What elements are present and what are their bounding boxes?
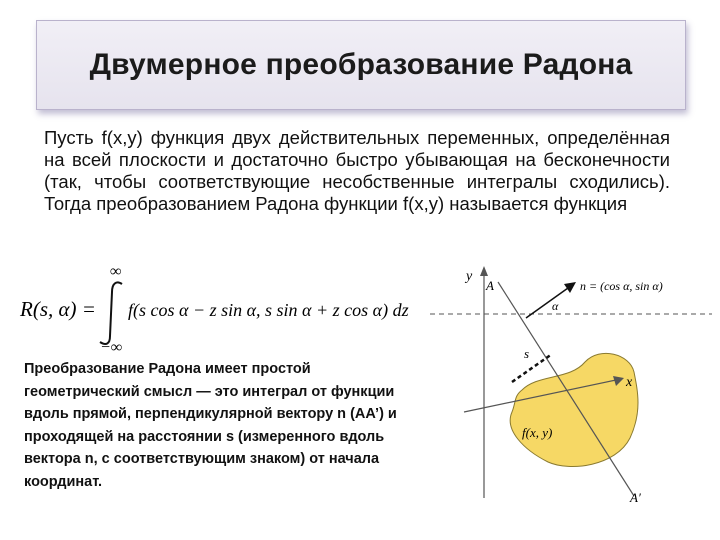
title-box <box>36 20 686 110</box>
point-a-label: A <box>486 278 494 293</box>
formula-upper-limit: ∞ <box>110 263 122 280</box>
radon-formula <box>16 262 416 354</box>
formula-lower-limit: −∞ <box>100 339 123 354</box>
intro-paragraph: Пусть f(x,y) функция двух действительных переменных, определённая на всей плоскости и достаточно быстро убывающая на бесконечности (так, чтобы соответствующие несобственные интегралы сходились). Тогда преобразованием Радона функции f(x,y) называется функция <box>44 127 670 214</box>
page-title: Двумерное преобразование Радона <box>89 48 633 81</box>
integral-sign <box>100 282 122 344</box>
function-region <box>510 353 638 466</box>
normal-vector-label: n = (cos α, sin α) <box>580 279 663 293</box>
x-axis-label: x <box>626 375 633 390</box>
angle-label: α <box>552 299 559 313</box>
normal-vector-arrow <box>564 282 576 293</box>
y-axis-arrow <box>480 266 488 276</box>
region-label: f(x, y) <box>522 425 553 440</box>
point-a-prime-label: A′ <box>630 490 641 505</box>
formula-lhs: R(s, α) = <box>20 297 96 321</box>
radon-diagram <box>420 262 720 512</box>
description-paragraph: Преобразование Радона имеет простой геометрический смысл — это интеграл от функции вдоль прямой, перпендикулярной вектору n (AA’) и проходящей на расстоянии s (измеренного вдоль вектора n, с соответствующим знаком) от начала координат. <box>24 361 397 490</box>
y-axis-label: y <box>466 269 473 284</box>
distance-label: s <box>524 346 530 361</box>
formula-integrand: f(s cos α − z sin α, s sin α + z cos α) dz <box>128 300 409 320</box>
